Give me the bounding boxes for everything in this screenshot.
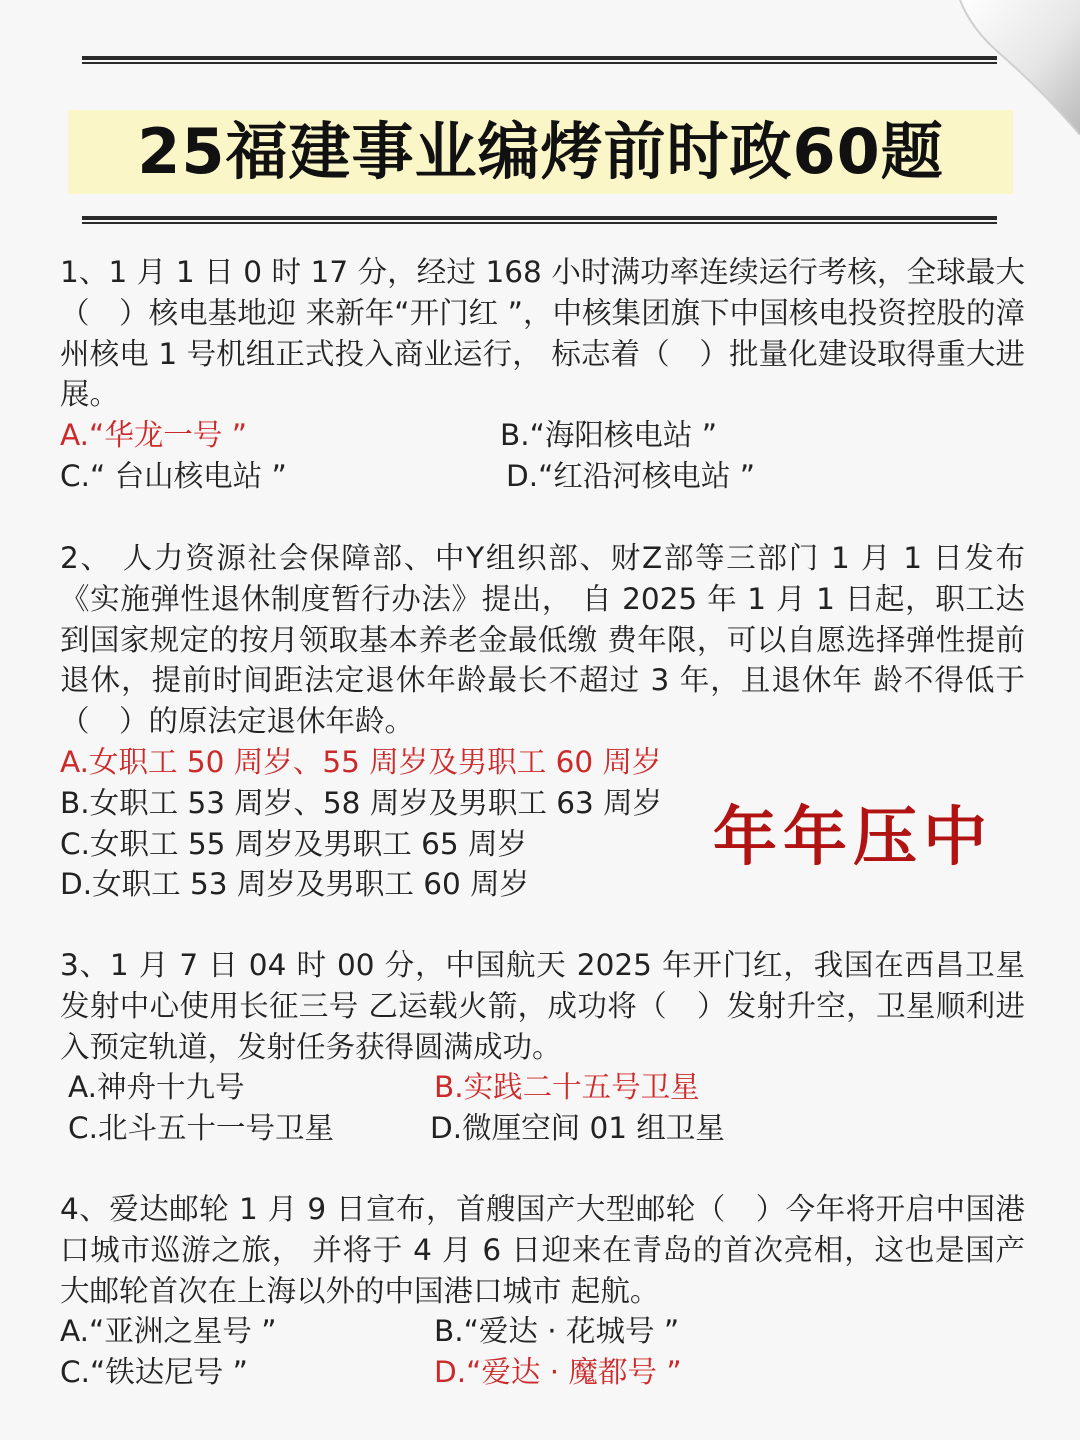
option-c: C.“铁达尼号 ” — [60, 1355, 248, 1390]
question-1 — [60, 252, 1025, 497]
top-divider — [82, 56, 997, 64]
stamp-text: 年年压中 — [713, 800, 993, 875]
option-d: D.“红沿河核电站 ” — [506, 459, 756, 494]
option-c: C.“ 台山核电站 ” — [60, 459, 287, 494]
question-3 — [60, 945, 1025, 1149]
option-b: B.实践二十五号卫星 — [434, 1070, 700, 1105]
question-stem: 3、1 月 7 日 04 时 00 分，中国航天 2025 年开门红，我国在西昌卫星发射中心使用长征三号 乙运载火箭，成功将（ ）发射升空，卫星顺利进入预定轨道，发射任务获得圆满成功。 — [60, 948, 1025, 1064]
option-list — [60, 1067, 1025, 1149]
option-a: A.“华龙一号 ” — [60, 418, 247, 453]
question-stem: 4、爱达邮轮 1 月 9 日宣布，首艘国产大型邮轮（ ）今年将开启中国港口城市巡游之旅， 并将于 4 月 6 日迎来在青岛的首次亮相，这也是国产大邮轮首次在上海以外的中国港口城市 起航。 — [60, 1192, 1025, 1308]
option-a: A.“亚洲之星号 ” — [60, 1314, 277, 1349]
option-d: D.女职工 53 周岁及男职工 60 周岁 — [60, 867, 530, 902]
page-title: 25福建事业编烤前时政60题 — [137, 115, 944, 188]
option-list — [60, 1311, 1025, 1393]
option-b: B.女职工 53 周岁、58 周岁及男职工 63 周岁 — [60, 785, 663, 820]
title-divider — [82, 216, 997, 224]
question-stem: 2、 人力资源社会保障部、中Y组织部、财Z部等三部门 1 月 1 日发布《实施弹性退休制度暂行办法》提出， 自 2025 年 1 月 1 日起，职工达到国家规定的按月领取基本养老金最低缴 费年限，可以自愿选择弹性提前退休，提前时间距法定退休年龄最长不超过 3 年，且退休年 龄不得低于（ ）的原法定退休年龄。 — [60, 541, 1025, 739]
option-b: B.“海阳核电站 ” — [500, 418, 718, 453]
option-d: D.微厘空间 01 组卫星 — [430, 1111, 725, 1146]
option-list — [60, 415, 1025, 497]
question-4 — [60, 1189, 1025, 1393]
question-stem: 1、1 月 1 日 0 时 17 分，经过 168 小时满功率连续运行考核，全球最大（ ）核电基地迎 来新年“开门红 ”，中核集团旗下中国核电投资控股的漳州核电 1 号机组正式投入商业运行， 标志着（ ）批量化建设取得重大进展。 — [60, 255, 1025, 412]
option-c: C.女职工 55 周岁及男职工 65 周岁 — [60, 826, 528, 861]
option-d: D.“爱达 · 魔都号 ” — [434, 1355, 682, 1390]
option-c: C.北斗五十一号卫星 — [68, 1111, 334, 1146]
option-a: A.女职工 50 周岁、55 周岁及男职工 60 周岁 — [60, 744, 662, 779]
option-a: A.神舟十九号 — [68, 1070, 245, 1105]
option-b: B.“爱达 · 花城号 ” — [434, 1314, 680, 1349]
